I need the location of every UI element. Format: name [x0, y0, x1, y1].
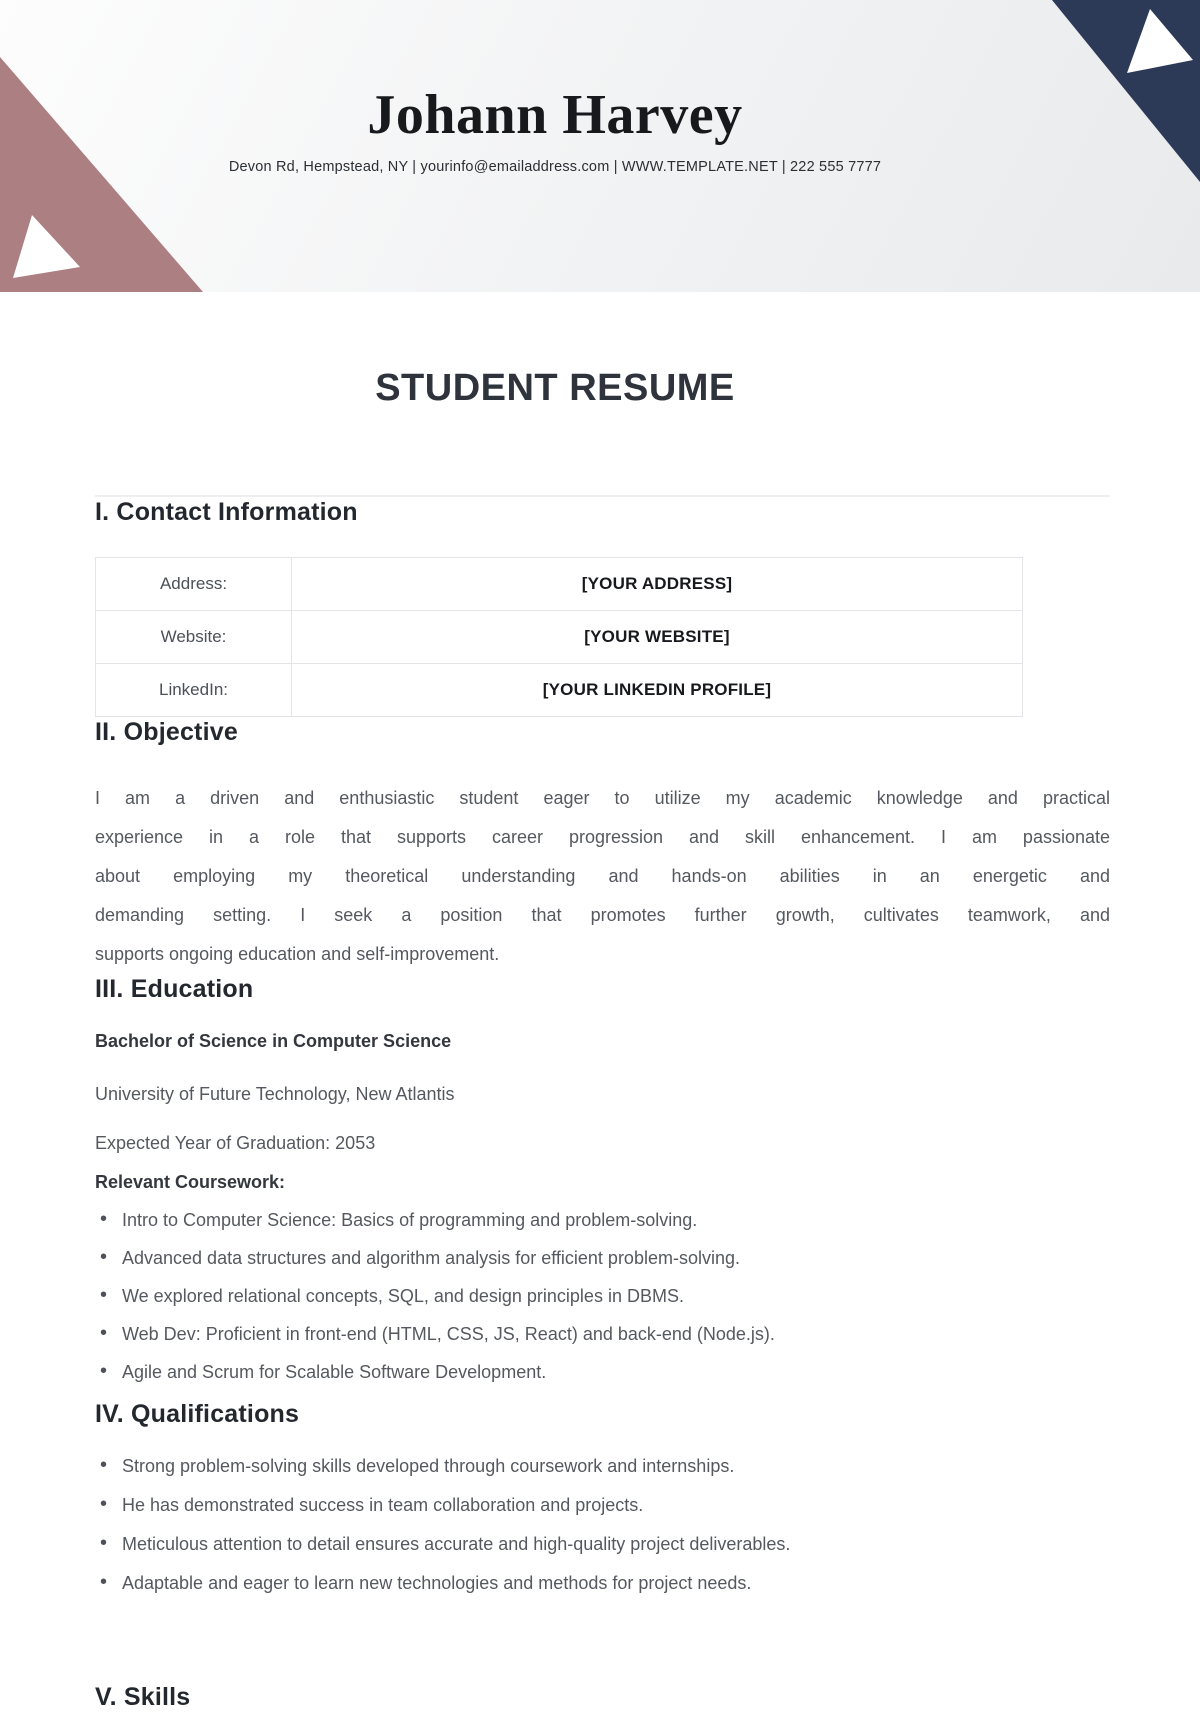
- document-body: [0, 292, 1200, 1594]
- qualification-item: • Adaptable and eager to learn new technologies and methods for project needs.: [97, 1572, 1110, 1594]
- objective-paragraph: [95, 779, 1110, 974]
- objective-line: about employing my theoretical understanding and hands-on abilities in an energetic and: [95, 866, 1110, 886]
- person-name: Johann Harvey: [367, 84, 743, 146]
- coursework-item: • Web Dev: Proficient in front-end (HTML, CSS, JS, React) and back-end (Node.js).: [97, 1323, 1110, 1345]
- table-row: [96, 664, 1023, 717]
- qualification-item: • Strong problem-solving skills developed through coursework and internships.: [97, 1455, 1110, 1477]
- graduation-line: Expected Year of Graduation: 2053: [95, 1133, 376, 1153]
- coursework-item: • Advanced data structures and algorithm analysis for efficient problem-solving.: [97, 1247, 1110, 1269]
- qualification-item: • He has demonstrated success in team collaboration and projects.: [97, 1494, 1110, 1516]
- qualifications-list: [95, 1455, 1110, 1594]
- qualification-item: • Meticulous attention to detail ensures accurate and high-quality project deliverables.: [97, 1533, 1110, 1555]
- objective-line: demanding setting. I seek a position that promotes further growth, cultivates teamwork, and: [95, 905, 1110, 925]
- objective-line: I am a driven and enthusiastic student eager to utilize my academic knowledge and practical: [95, 788, 1110, 808]
- document-title: STUDENT RESUME: [375, 367, 735, 409]
- coursework-label: Relevant Coursework:: [95, 1172, 286, 1192]
- contact-info-heading: I. Contact Information: [95, 498, 358, 526]
- row-value: [YOUR ADDRESS]: [292, 558, 1023, 611]
- row-label: Address:: [96, 558, 292, 611]
- row-label: LinkedIn:: [96, 664, 292, 717]
- row-label: Website:: [96, 611, 292, 664]
- objective-heading: II. Objective: [95, 718, 238, 746]
- table-row: [96, 558, 1023, 611]
- qualifications-heading: IV. Qualifications: [95, 1400, 300, 1428]
- coursework-list: [95, 1209, 1110, 1383]
- coursework-item: • Intro to Computer Science: Basics of programming and problem-solving.: [97, 1209, 1110, 1231]
- coursework-item: • Agile and Scrum for Scalable Software Development.: [97, 1361, 1110, 1383]
- contact-info-table: [95, 557, 1023, 717]
- objective-line: experience in a role that supports career progression and skill enhancement. I am passionate: [95, 827, 1110, 847]
- degree-title: Bachelor of Science in Computer Science: [95, 1031, 452, 1051]
- coursework-item: • We explored relational concepts, SQL, and design principles in DBMS.: [97, 1285, 1110, 1307]
- education-heading: III. Education: [95, 975, 254, 1003]
- objective-line: supports ongoing education and self-improvement.: [95, 944, 500, 964]
- header-band: [0, 0, 1200, 292]
- table-row: [96, 611, 1023, 664]
- skills-heading: V. Skills: [95, 1683, 191, 1711]
- university-line: University of Future Technology, New Atlantis: [95, 1084, 455, 1104]
- header-contact-line: Devon Rd, Hempstead, NY | yourinfo@emailaddress.com | WWW.TEMPLATE.NET | 222 555 7777: [228, 159, 882, 175]
- header-text-block: [0, 84, 1110, 175]
- row-value: [YOUR WEBSITE]: [292, 611, 1023, 664]
- row-value: [YOUR LINKEDIN PROFILE]: [292, 664, 1023, 717]
